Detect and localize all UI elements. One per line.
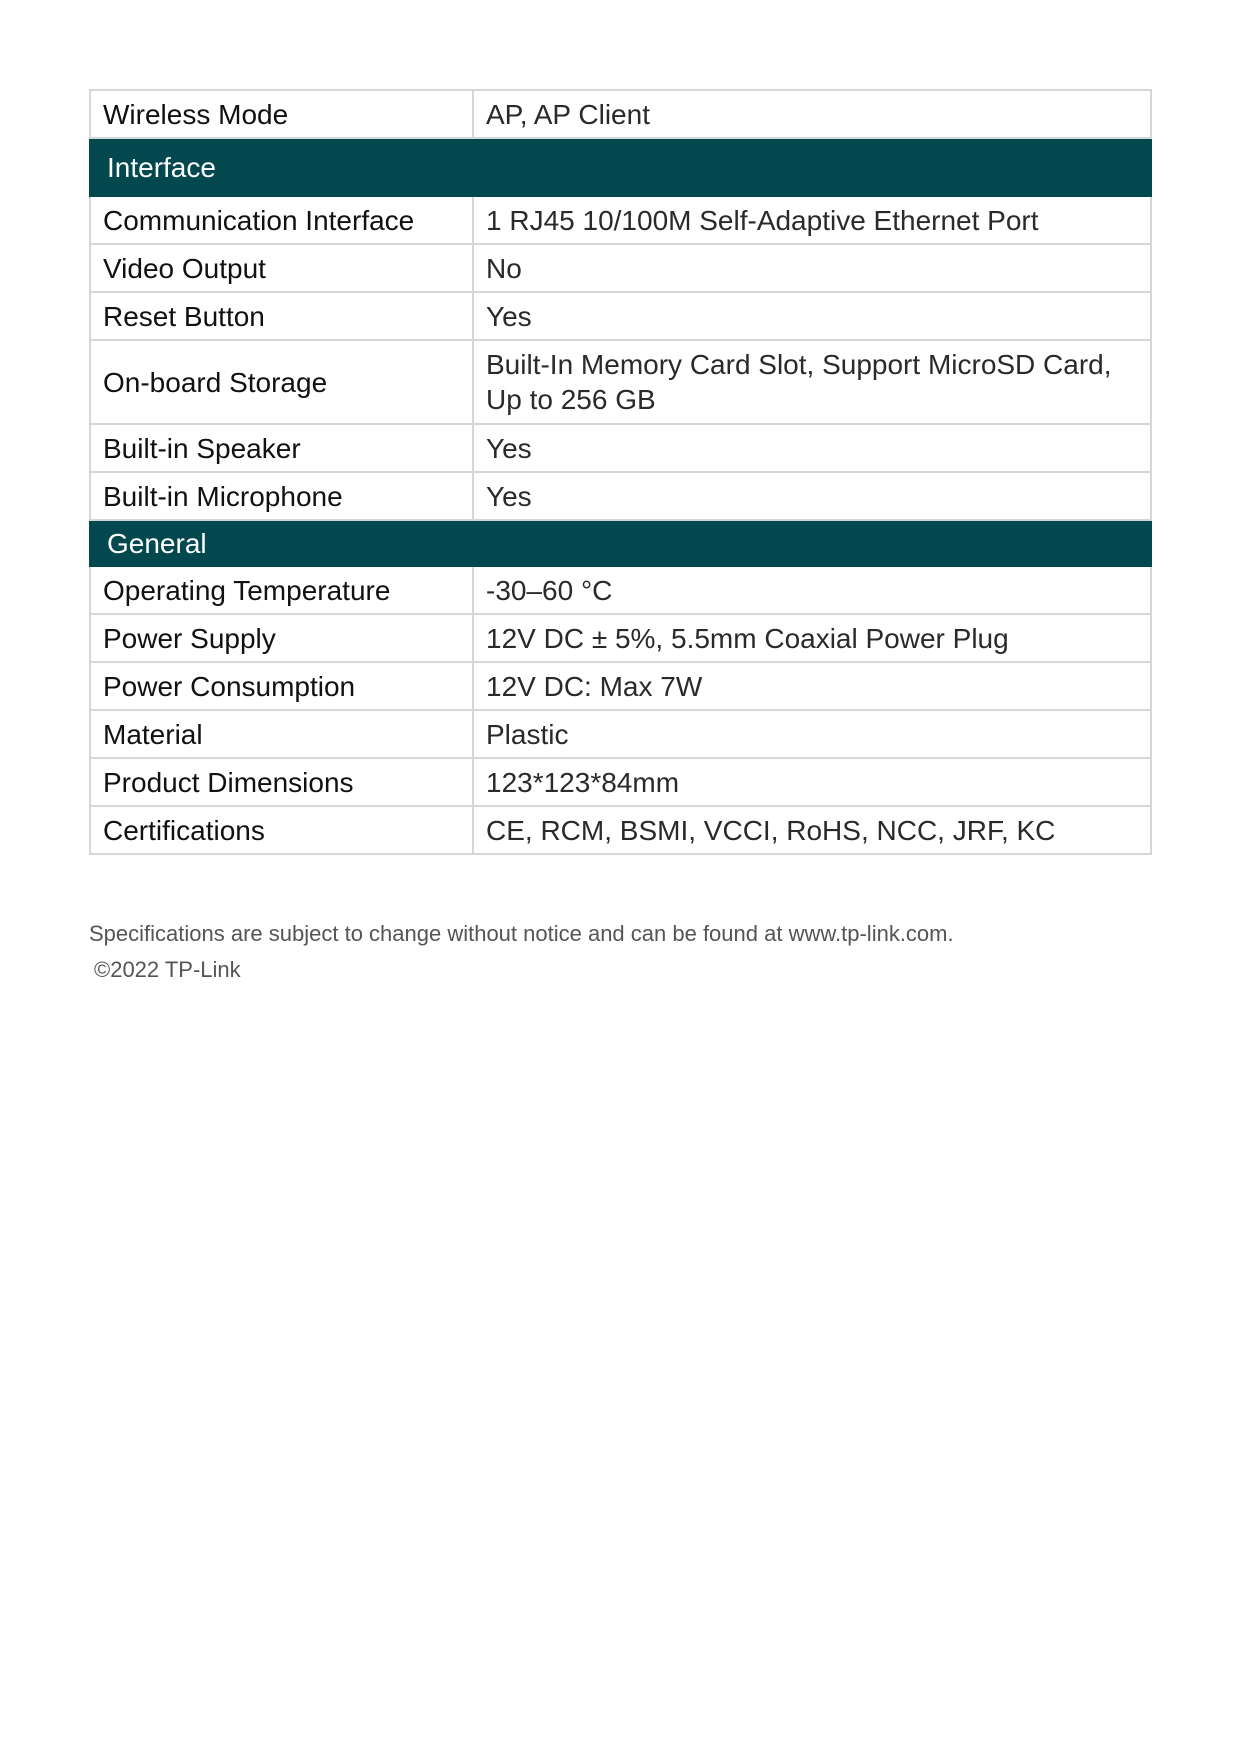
copyright: ©2022 TP-Link <box>94 957 241 982</box>
table-row <box>90 662 1151 710</box>
spec-label: Power Consumption <box>90 662 473 710</box>
spec-label: Built-in Speaker <box>90 424 473 472</box>
table-row <box>90 758 1151 806</box>
spec-value: CE, RCM, BSMI, VCCI, RoHS, NCC, JRF, KC <box>473 806 1151 854</box>
spec-value: Yes <box>473 472 1151 520</box>
spec-value: Plastic <box>473 710 1151 758</box>
table-row <box>90 614 1151 662</box>
spec-disclaimer: Specifications are subject to change without notice and can be found at www.tp-link.com. <box>89 921 954 946</box>
spec-label: Communication Interface <box>90 196 473 244</box>
spec-value: AP, AP Client <box>473 90 1151 138</box>
spec-value: 12V DC: Max 7W <box>473 662 1151 710</box>
table-row <box>90 292 1151 340</box>
spec-value: Yes <box>473 292 1151 340</box>
table-row <box>90 472 1151 520</box>
spec-label: Operating Temperature <box>90 566 473 614</box>
section-header-general <box>90 520 1151 566</box>
spec-value: 1 RJ45 10/100M Self-Adaptive Ethernet Port <box>473 196 1151 244</box>
spec-label: Certifications <box>90 806 473 854</box>
table-row <box>90 340 1151 424</box>
section-title: General <box>90 520 1151 566</box>
spec-value: 123*123*84mm <box>473 758 1151 806</box>
spec-value: Built-In Memory Card Slot, Support MicroSD Card, Up to 256 GB <box>473 340 1151 424</box>
table-row <box>90 806 1151 854</box>
table-row <box>90 424 1151 472</box>
spec-label: Reset Button <box>90 292 473 340</box>
spec-value: -30–60 °C <box>473 566 1151 614</box>
section-title: Interface <box>90 138 1151 196</box>
table-row <box>90 566 1151 614</box>
table-row <box>90 90 1151 138</box>
spec-label: Power Supply <box>90 614 473 662</box>
spec-label: Material <box>90 710 473 758</box>
spec-label: Built-in Microphone <box>90 472 473 520</box>
spec-value: 12V DC ± 5%, 5.5mm Coaxial Power Plug <box>473 614 1151 662</box>
table-row <box>90 196 1151 244</box>
footer-notice <box>89 916 1189 988</box>
section-header-interface <box>90 138 1151 196</box>
spec-value: Yes <box>473 424 1151 472</box>
spec-table <box>89 89 1152 855</box>
spec-value: No <box>473 244 1151 292</box>
spec-label: Wireless Mode <box>90 90 473 138</box>
table-row <box>90 710 1151 758</box>
table-row <box>90 244 1151 292</box>
spec-label: Video Output <box>90 244 473 292</box>
spec-label: On-board Storage <box>90 340 473 424</box>
spec-label: Product Dimensions <box>90 758 473 806</box>
